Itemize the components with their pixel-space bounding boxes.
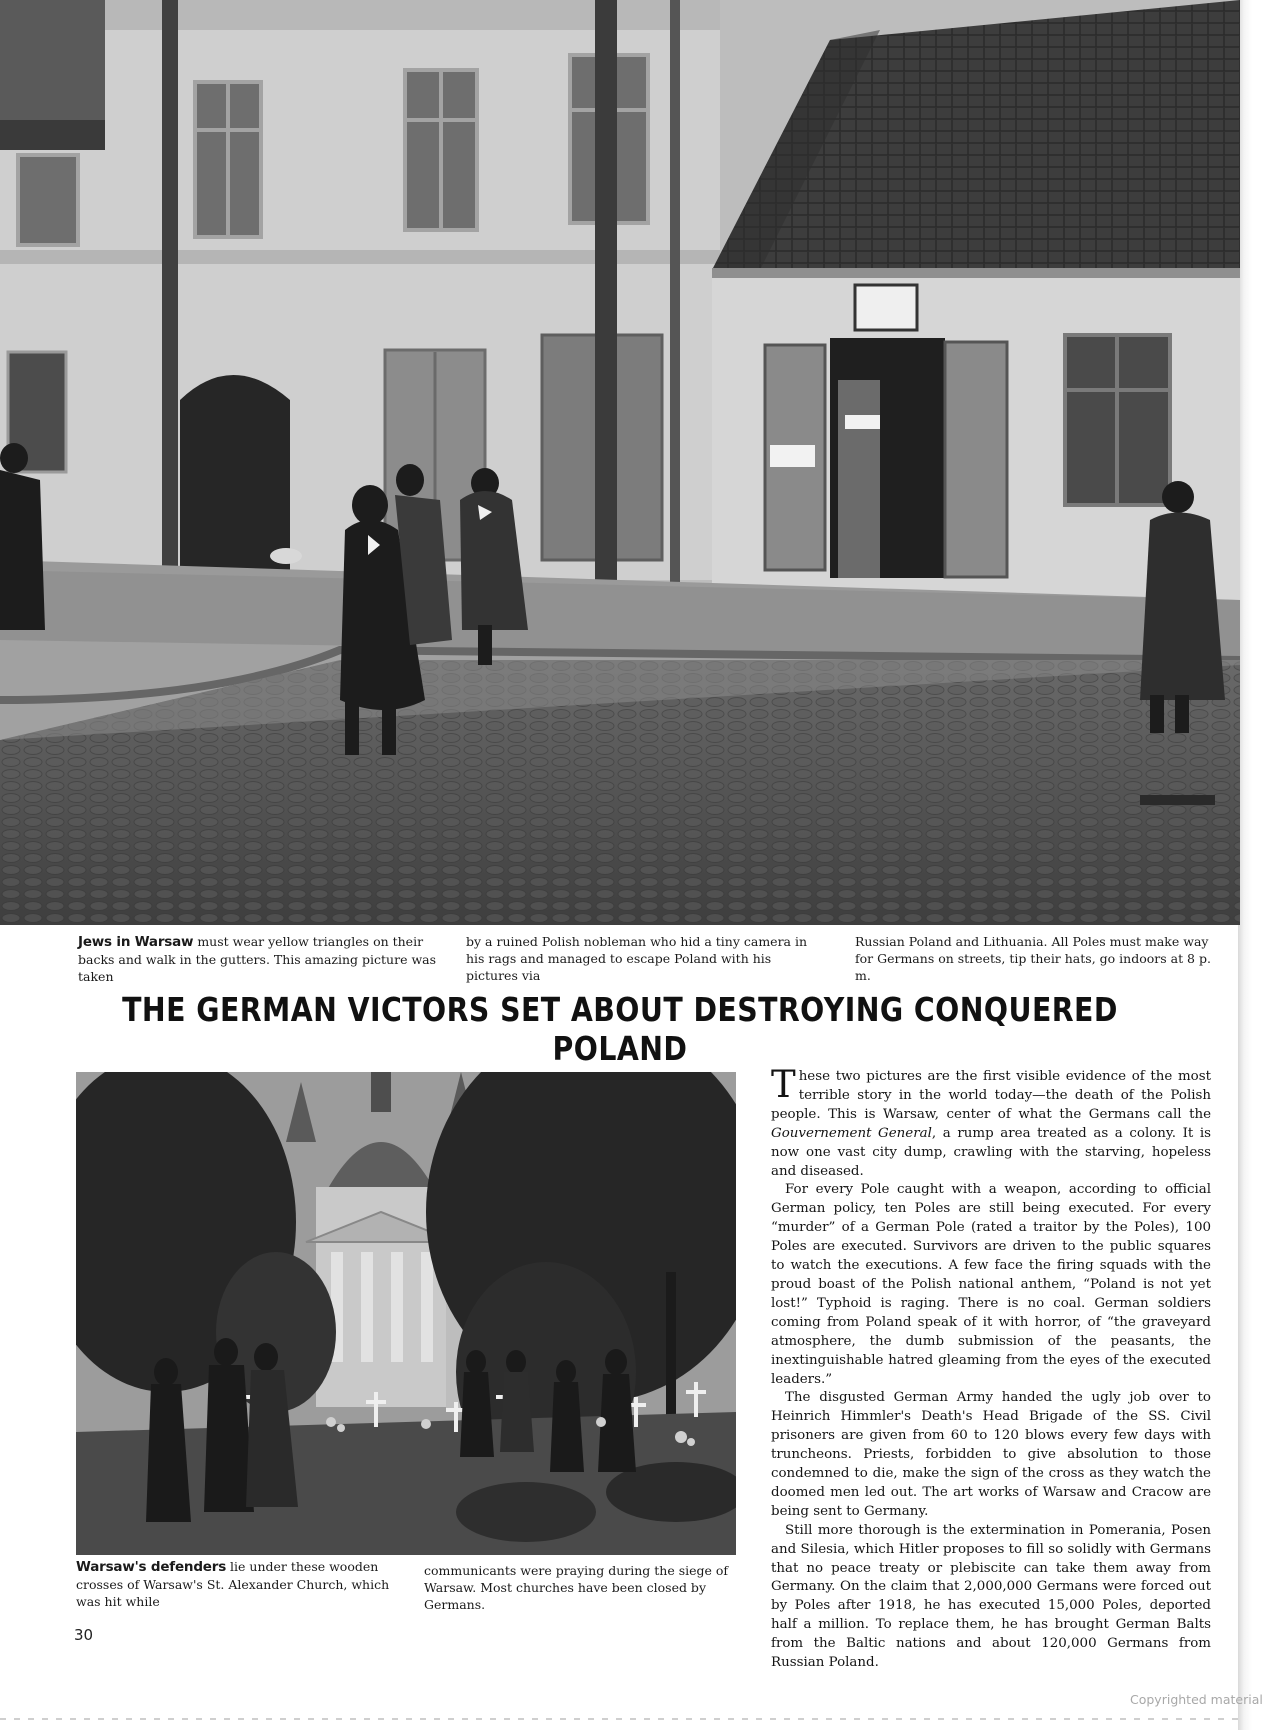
top-caption-lead: Jews in Warsaw bbox=[78, 934, 194, 950]
article-paragraph-3: The disgusted German Army handed the ugly job over to Heinrich Himmler's Death's Head Brigade of the SS. Civil prisoners are given from 60 to 120 blows every few days with truncheons. Priests, forbidden to give absolution to those condemned to die, make the sign of the cross as they watch the doomed men led out. The art works of Warsaw and Cracow are being sent to Germany. bbox=[771, 1390, 1211, 1519]
top-caption-text-2: by a ruined Polish nobleman who hid a tiny camera in his rags and managed to escape Poland with his pictures via bbox=[466, 934, 808, 983]
bottom-caption-column-2 bbox=[424, 1562, 742, 1613]
top-caption-column-3 bbox=[855, 933, 1213, 984]
bottom-caption-text-1: lie under these wooden crosses of Warsaw's St. Alexander Church, which was hit while bbox=[76, 1559, 390, 1609]
top-caption-text-3: Russian Poland and Lithuania. All Poles must make way for Germans on streets, tip their hats, go indoors at 8 p. m. bbox=[855, 934, 1211, 983]
article-paragraph-4: Still more thorough is the extermination in Pomerania, Posen and Silesia, which Hitler proposes to fill so solidly with Germans that no peace treaty or plebiscite can take them away from Germany. On the claim that 2,000,000 Germans were forced out by Poles after 1918, he has executed 15,000 Poles, deported half a million. To replace them, he has brought German Balts from the Baltic nations and about 120,000 Germans from Russian Poland. bbox=[771, 1522, 1211, 1671]
article-paragraph-1 bbox=[771, 1063, 1211, 1181]
article-paragraph-1-start: hese two pictures are the first visible evidence of the most terrible story in the world today—the death of the Polish people. This is Warsaw, center of what the Germans call the bbox=[771, 1069, 1211, 1122]
article-paragraph-1-end: , a rump area treated as a colony. It is now one vast city dump, crawling with the starving, hopeless and diseased. bbox=[771, 1125, 1211, 1179]
page-headline: THE GERMAN VICTORS SET ABOUT DESTROYING CONQUERED POLAND bbox=[122, 990, 1118, 1068]
bottom-caption-lead: Warsaw's defenders bbox=[76, 1559, 227, 1575]
copyright-watermark: Copyrighted material bbox=[1130, 1692, 1263, 1707]
page-number: 30 bbox=[74, 1626, 94, 1644]
article-paragraph-2: For every Pole caught with a weapon, according to official German policy, ten Poles are still being executed. For every “murder” of a German Pole (rated a traitor by the Poles), 100 Poles are executed. Survivors are driven to the public squares to watch the executions. A few face the firing squads with the proud boast of the Polish national anthem, “Poland is not yet lost!” Typhoid is raging. There is no coal. German soldiers coming from Poland speak of it with horror, of “the graveyard atmosphere, the dumb submission of the peasants, the inextinguishable hatred gleaming from the eyes of the executed leaders.” bbox=[771, 1182, 1211, 1387]
page-edge bbox=[1238, 0, 1280, 1730]
top-caption-column-2 bbox=[466, 933, 826, 984]
bottom-photo-illustration bbox=[76, 1072, 736, 1555]
bottom-photo bbox=[76, 1072, 736, 1555]
drop-cap: T bbox=[771, 1063, 796, 1106]
top-caption-text-1: must wear yellow triangles on their backs and walk in the gutters. This amazing picture was taken bbox=[78, 934, 437, 984]
scan-artifact-line bbox=[0, 1718, 1240, 1720]
bottom-caption-column-1 bbox=[76, 1558, 390, 1610]
top-caption-column-1 bbox=[78, 933, 440, 985]
bottom-caption-text-2: communicants were praying during the siege of Warsaw. Most churches have been closed by Germans. bbox=[424, 1563, 729, 1612]
article-paragraph-1-italic: Gouvernement General bbox=[771, 1125, 932, 1141]
article-body bbox=[771, 1063, 1211, 1673]
